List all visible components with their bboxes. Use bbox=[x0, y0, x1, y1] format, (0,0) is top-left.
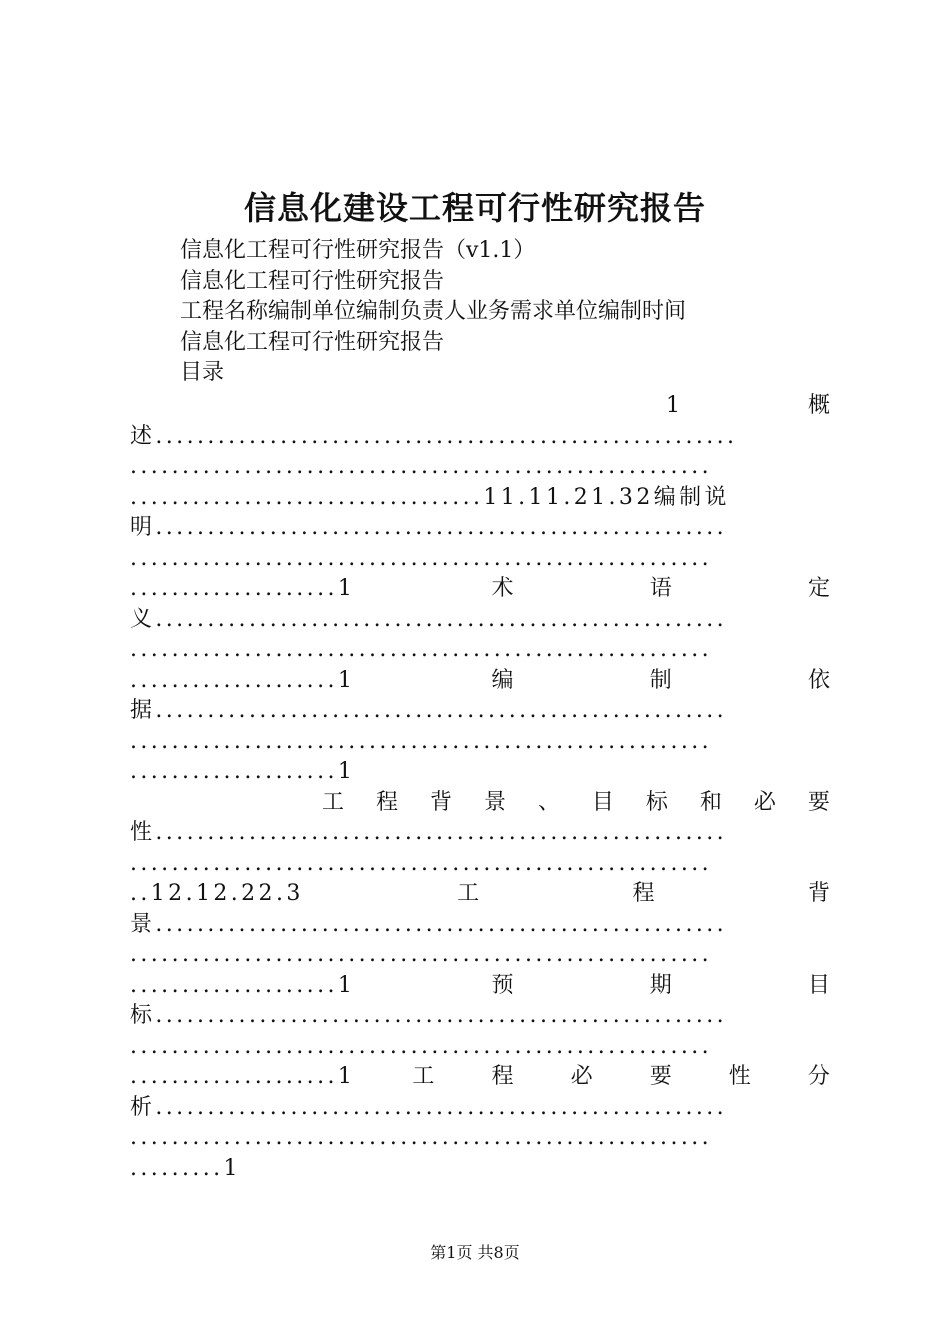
toc-line-part: 标 bbox=[645, 789, 668, 815]
toc-line-part: 必 bbox=[753, 789, 776, 815]
toc-line-part: 目 bbox=[807, 972, 830, 998]
toc-line: 义....................................................... bbox=[130, 606, 728, 632]
intro-line: 信息化工程可行性研究报告 bbox=[180, 268, 445, 294]
toc-line-part: 和 bbox=[699, 789, 722, 815]
toc-line-part: 工 bbox=[322, 789, 345, 815]
table-of-contents bbox=[130, 391, 830, 1184]
toc-line-part: ....................1 bbox=[130, 1064, 356, 1089]
intro-block bbox=[180, 236, 880, 389]
toc-line bbox=[130, 971, 830, 1002]
toc-line bbox=[130, 788, 830, 819]
toc-line: ........................................................ bbox=[130, 454, 713, 479]
toc-line-part: 、 bbox=[537, 789, 560, 815]
toc-line-part: ....................1 bbox=[130, 972, 356, 998]
toc-line-part: 语 bbox=[649, 576, 672, 601]
toc-line: .........1 bbox=[130, 1155, 241, 1181]
toc-line-part: 程 bbox=[375, 789, 398, 815]
toc-line: 明....................................................... bbox=[130, 515, 728, 540]
toc-line-part: 依 bbox=[807, 667, 830, 693]
toc-line: 景....................................................... bbox=[130, 911, 728, 937]
intro-line: 工程名称编制单位编制负责人业务需求单位编制时间 bbox=[180, 299, 687, 324]
toc-line: ........................................................ bbox=[130, 637, 713, 662]
toc-line-part: 目 bbox=[591, 789, 614, 815]
toc-line-part: 背 bbox=[807, 881, 830, 906]
toc-line: ........................................................ bbox=[130, 545, 713, 571]
toc-line-part: 术 bbox=[491, 576, 514, 601]
toc-line-part: 预 bbox=[491, 972, 514, 998]
toc-line-part: 定 bbox=[807, 576, 830, 601]
document-title: 信息化建设工程可行性研究报告 bbox=[243, 189, 706, 227]
toc-line bbox=[130, 574, 830, 605]
toc-line: ........................................................ bbox=[130, 728, 713, 754]
toc-line: ........................................................ bbox=[130, 850, 713, 876]
toc-line bbox=[130, 879, 830, 910]
toc-line-part: 程 bbox=[491, 1064, 514, 1089]
toc-line: 述........................................................ bbox=[130, 423, 738, 449]
toc-line-part: 概 bbox=[807, 393, 830, 418]
toc-line: 析....................................................... bbox=[130, 1094, 728, 1120]
toc-line bbox=[130, 666, 830, 697]
toc-line-part: 必 bbox=[570, 1064, 593, 1089]
toc-line-part: 工 bbox=[412, 1064, 435, 1089]
toc-line bbox=[130, 391, 830, 422]
toc-line-part: 分 bbox=[807, 1064, 830, 1089]
intro-line: 信息化工程可行性研究报告（v1.1） bbox=[180, 238, 536, 263]
toc-line: ........................................................ bbox=[130, 942, 713, 967]
toc-line-part: 性 bbox=[728, 1064, 751, 1089]
toc-line-part: 制 bbox=[649, 667, 672, 693]
toc-line-part: ....................1 bbox=[130, 576, 356, 601]
toc-line-part: 要 bbox=[649, 1064, 672, 1089]
toc-line-part: ..12.12.22.3 bbox=[130, 881, 304, 906]
toc-heading: 目录 bbox=[180, 360, 225, 385]
toc-line-part: 编 bbox=[491, 667, 514, 693]
intro-line: 信息化工程可行性研究报告 bbox=[180, 329, 445, 355]
toc-line-part: 期 bbox=[649, 972, 672, 998]
toc-line: ....................1 bbox=[130, 759, 356, 784]
toc-line bbox=[130, 1062, 830, 1093]
toc-line-part: 程 bbox=[632, 881, 655, 906]
toc-line: ..................................11.11.21.32编制说 bbox=[130, 484, 730, 510]
toc-line-part: 背 bbox=[429, 789, 452, 815]
page-footer: 第1页 共8页 bbox=[430, 1243, 520, 1262]
toc-line-part: 工 bbox=[457, 881, 480, 906]
toc-line-part: 1 bbox=[666, 393, 680, 418]
toc-line-part: 要 bbox=[807, 789, 830, 815]
toc-line: 性....................................................... bbox=[130, 820, 728, 845]
toc-line: ........................................................ bbox=[130, 1033, 713, 1059]
toc-line-part: ....................1 bbox=[130, 667, 356, 693]
toc-line: 标....................................................... bbox=[130, 1003, 728, 1028]
toc-line: 据....................................................... bbox=[130, 698, 728, 723]
toc-line-part: 景 bbox=[483, 789, 506, 815]
toc-line: ........................................................ bbox=[130, 1125, 713, 1150]
